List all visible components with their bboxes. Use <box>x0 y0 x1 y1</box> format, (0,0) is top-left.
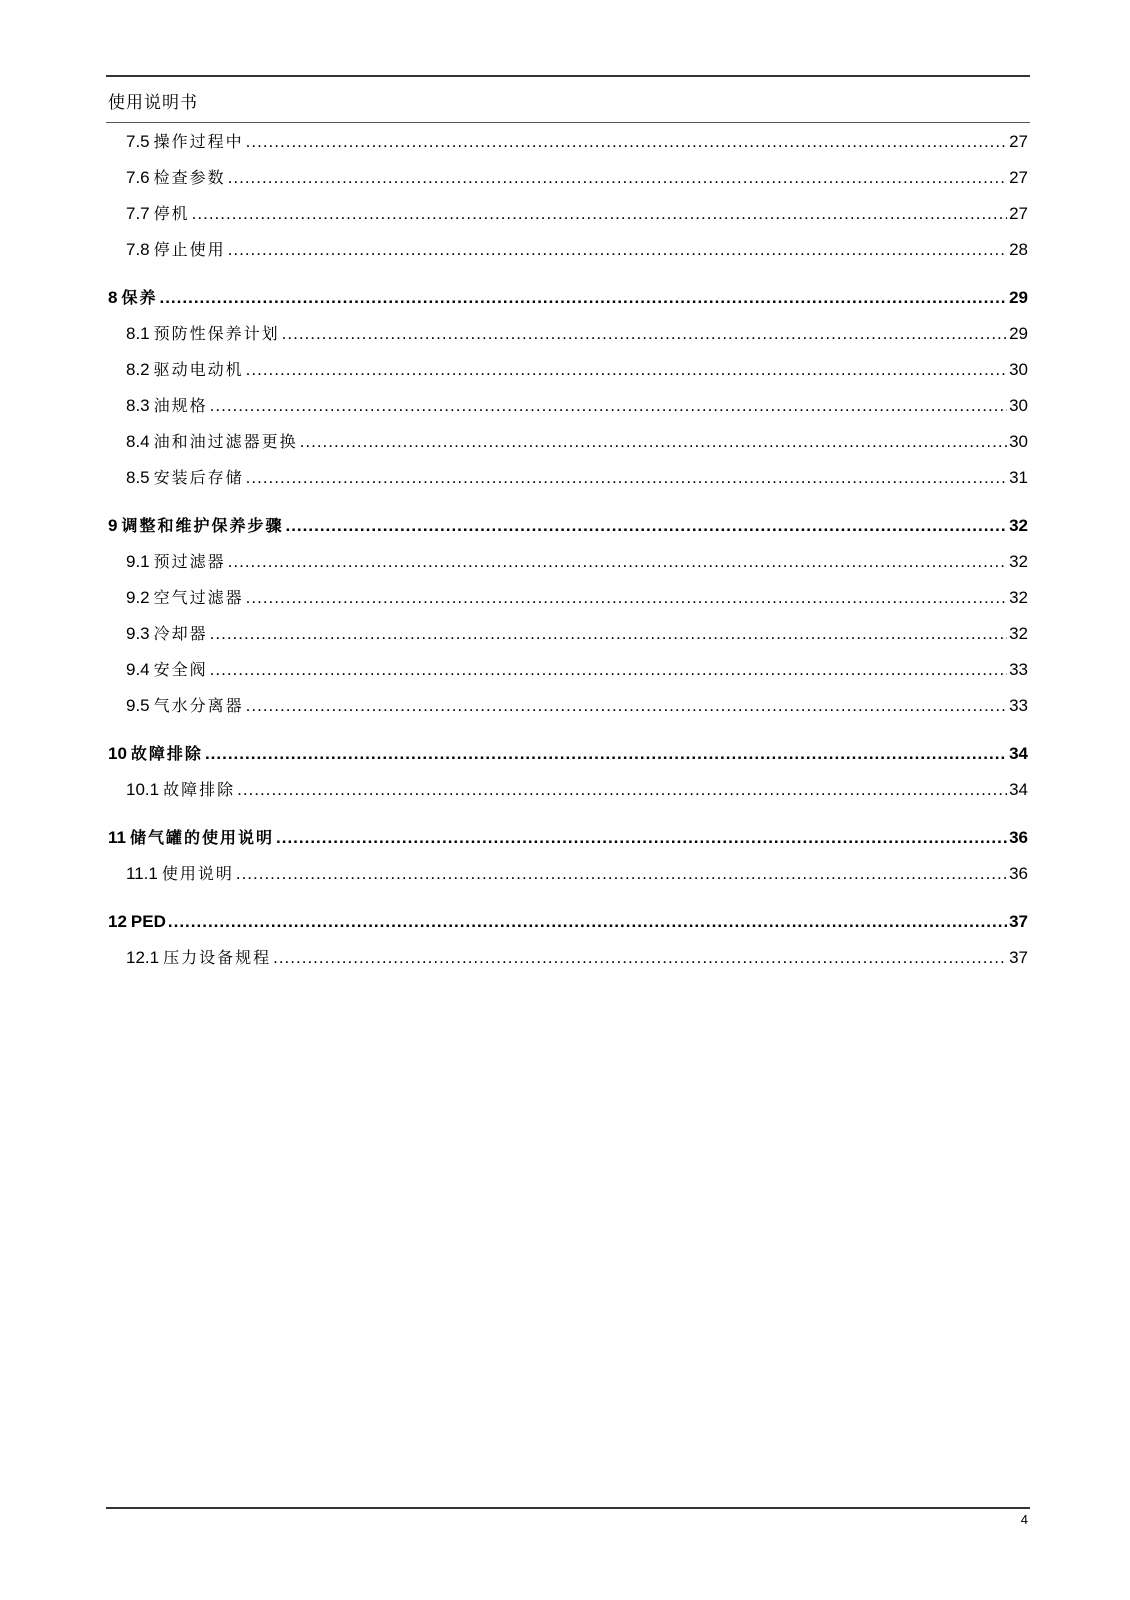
toc-entry-page-number: 37 <box>1009 912 1028 931</box>
toc-dot-leader <box>159 280 1007 316</box>
toc-entry-page-number: 27 <box>1009 132 1028 151</box>
footer-page-number: 4 <box>1020 1512 1028 1527</box>
toc-section-entry[interactable] <box>108 352 1028 388</box>
toc-dot-leader <box>282 316 1007 352</box>
toc-entry-page-number: 32 <box>1009 552 1028 571</box>
toc-dot-leader <box>205 736 1007 772</box>
footer-rule <box>106 1507 1030 1509</box>
toc-dot-leader <box>237 772 1007 808</box>
toc-entry-page-number: 37 <box>1009 948 1028 967</box>
toc-entry-number: 7.5 <box>126 132 150 151</box>
toc-entry-page-number: 32 <box>1009 516 1028 535</box>
toc-entry-title: 冷却器 <box>153 624 208 643</box>
toc-section-entry[interactable] <box>108 616 1028 652</box>
toc-entry-page-number: 33 <box>1009 660 1028 679</box>
toc-entry-page-number: 30 <box>1009 432 1028 451</box>
toc-dot-leader <box>210 652 1007 688</box>
toc-entry-number: 8 <box>108 288 118 307</box>
toc-section-entry[interactable] <box>108 316 1028 352</box>
toc-entry-title: 气水分离器 <box>153 696 244 715</box>
toc-dot-leader <box>276 820 1007 856</box>
toc-section-entry[interactable] <box>108 232 1028 268</box>
toc-section-entry[interactable] <box>108 424 1028 460</box>
toc-entry-number: 9.5 <box>126 696 150 715</box>
toc-entry-page-number: 27 <box>1009 168 1028 187</box>
toc-entry-page-number: 27 <box>1009 204 1028 223</box>
toc-entry-number: 11.1 <box>126 864 158 883</box>
toc-entry-number: 12.1 <box>126 948 160 967</box>
toc-section-entry[interactable] <box>108 856 1028 892</box>
toc-entry-page-number: 32 <box>1009 624 1028 643</box>
toc-dot-leader <box>246 688 1007 724</box>
toc-entry-title: 使用说明 <box>161 864 234 883</box>
toc-entry-page-number: 30 <box>1009 396 1028 415</box>
toc-dot-leader <box>246 460 1007 496</box>
toc-section-entry[interactable] <box>108 940 1028 976</box>
toc-entry-title: 驱动电动机 <box>153 360 244 379</box>
toc-dot-leader <box>246 124 1007 160</box>
table-of-contents <box>108 124 1028 976</box>
toc-dot-leader <box>168 904 1007 940</box>
toc-section-entry[interactable] <box>108 460 1028 496</box>
header-top-rule <box>106 75 1030 77</box>
toc-entry-number: 9.3 <box>126 624 150 643</box>
toc-dot-leader <box>236 856 1007 892</box>
toc-entry-page-number: 31 <box>1009 468 1028 487</box>
toc-entry-title: 故障排除 <box>130 744 203 763</box>
toc-section-entry[interactable] <box>108 196 1028 232</box>
toc-dot-leader <box>228 160 1007 196</box>
toc-dot-leader <box>285 508 1007 544</box>
toc-entry-page-number: 28 <box>1009 240 1028 259</box>
toc-section-entry[interactable] <box>108 160 1028 196</box>
toc-section-entry[interactable] <box>108 124 1028 160</box>
toc-entry-title: 油规格 <box>153 396 208 415</box>
toc-entry-page-number: 36 <box>1009 828 1028 847</box>
toc-entry-number: 7.7 <box>126 204 150 223</box>
toc-entry-number: 9 <box>108 516 118 535</box>
toc-dot-leader <box>210 616 1007 652</box>
toc-chapter-entry[interactable] <box>108 820 1028 856</box>
toc-entry-number: 12 <box>108 912 127 931</box>
toc-entry-page-number: 29 <box>1009 324 1028 343</box>
toc-chapter-entry[interactable] <box>108 508 1028 544</box>
toc-chapter-entry[interactable] <box>108 904 1028 940</box>
toc-entry-title: 安装后存储 <box>153 468 244 487</box>
toc-entry-number: 11 <box>108 828 126 847</box>
toc-entry-title: 预过滤器 <box>153 552 226 571</box>
toc-section-entry[interactable] <box>108 544 1028 580</box>
toc-entry-title: 预防性保养计划 <box>153 324 280 343</box>
toc-entry-page-number: 30 <box>1009 360 1028 379</box>
toc-entry-page-number: 34 <box>1009 744 1028 763</box>
toc-entry-page-number: 32 <box>1009 588 1028 607</box>
toc-entry-page-number: 34 <box>1009 780 1028 799</box>
toc-chapter-entry[interactable] <box>108 736 1028 772</box>
toc-entry-page-number: 33 <box>1009 696 1028 715</box>
toc-entry-title: 停止使用 <box>153 240 226 259</box>
toc-entry-number: 8.4 <box>126 432 150 451</box>
toc-section-entry[interactable] <box>108 580 1028 616</box>
toc-entry-title: 油和油过滤器更换 <box>153 432 298 451</box>
toc-entry-number: 8.5 <box>126 468 150 487</box>
toc-section-entry[interactable] <box>108 388 1028 424</box>
toc-entry-title: 安全阀 <box>153 660 208 679</box>
toc-dot-leader <box>192 196 1007 232</box>
toc-chapter-entry[interactable] <box>108 280 1028 316</box>
toc-entry-number: 8.2 <box>126 360 150 379</box>
toc-dot-leader <box>228 544 1007 580</box>
toc-section-entry[interactable] <box>108 652 1028 688</box>
toc-entry-number: 8.1 <box>126 324 150 343</box>
toc-entry-number: 9.4 <box>126 660 150 679</box>
toc-entry-number: 7.8 <box>126 240 150 259</box>
document-header-title: 使用说明书 <box>108 93 198 113</box>
toc-entry-title: 调整和维护保养步骤 <box>121 516 284 535</box>
toc-dot-leader <box>300 424 1007 460</box>
toc-dot-leader <box>246 352 1007 388</box>
toc-entry-title: 空气过滤器 <box>153 588 244 607</box>
toc-entry-number: 9.1 <box>126 552 150 571</box>
toc-entry-title: 停机 <box>153 204 190 223</box>
toc-entry-title: PED <box>130 912 166 931</box>
toc-entry-number: 9.2 <box>126 588 150 607</box>
toc-dot-leader <box>246 580 1007 616</box>
header-bottom-rule <box>106 122 1030 123</box>
toc-entry-number: 10 <box>108 744 127 763</box>
toc-section-entry[interactable] <box>108 688 1028 724</box>
toc-section-entry[interactable] <box>108 772 1028 808</box>
toc-entry-number: 10.1 <box>126 780 160 799</box>
toc-entry-page-number: 36 <box>1009 864 1028 883</box>
toc-entry-number: 7.6 <box>126 168 150 187</box>
toc-dot-leader <box>210 388 1007 424</box>
toc-dot-leader <box>273 940 1007 976</box>
toc-entry-title: 储气罐的使用说明 <box>129 828 274 847</box>
toc-entry-page-number: 29 <box>1009 288 1028 307</box>
toc-entry-title: 故障排除 <box>163 780 236 799</box>
toc-entry-title: 操作过程中 <box>153 132 244 151</box>
toc-entry-title: 检查参数 <box>153 168 226 187</box>
toc-entry-title: 压力设备规程 <box>163 948 272 967</box>
toc-entry-number: 8.3 <box>126 396 150 415</box>
toc-dot-leader <box>228 232 1007 268</box>
toc-entry-title: 保养 <box>121 288 158 307</box>
